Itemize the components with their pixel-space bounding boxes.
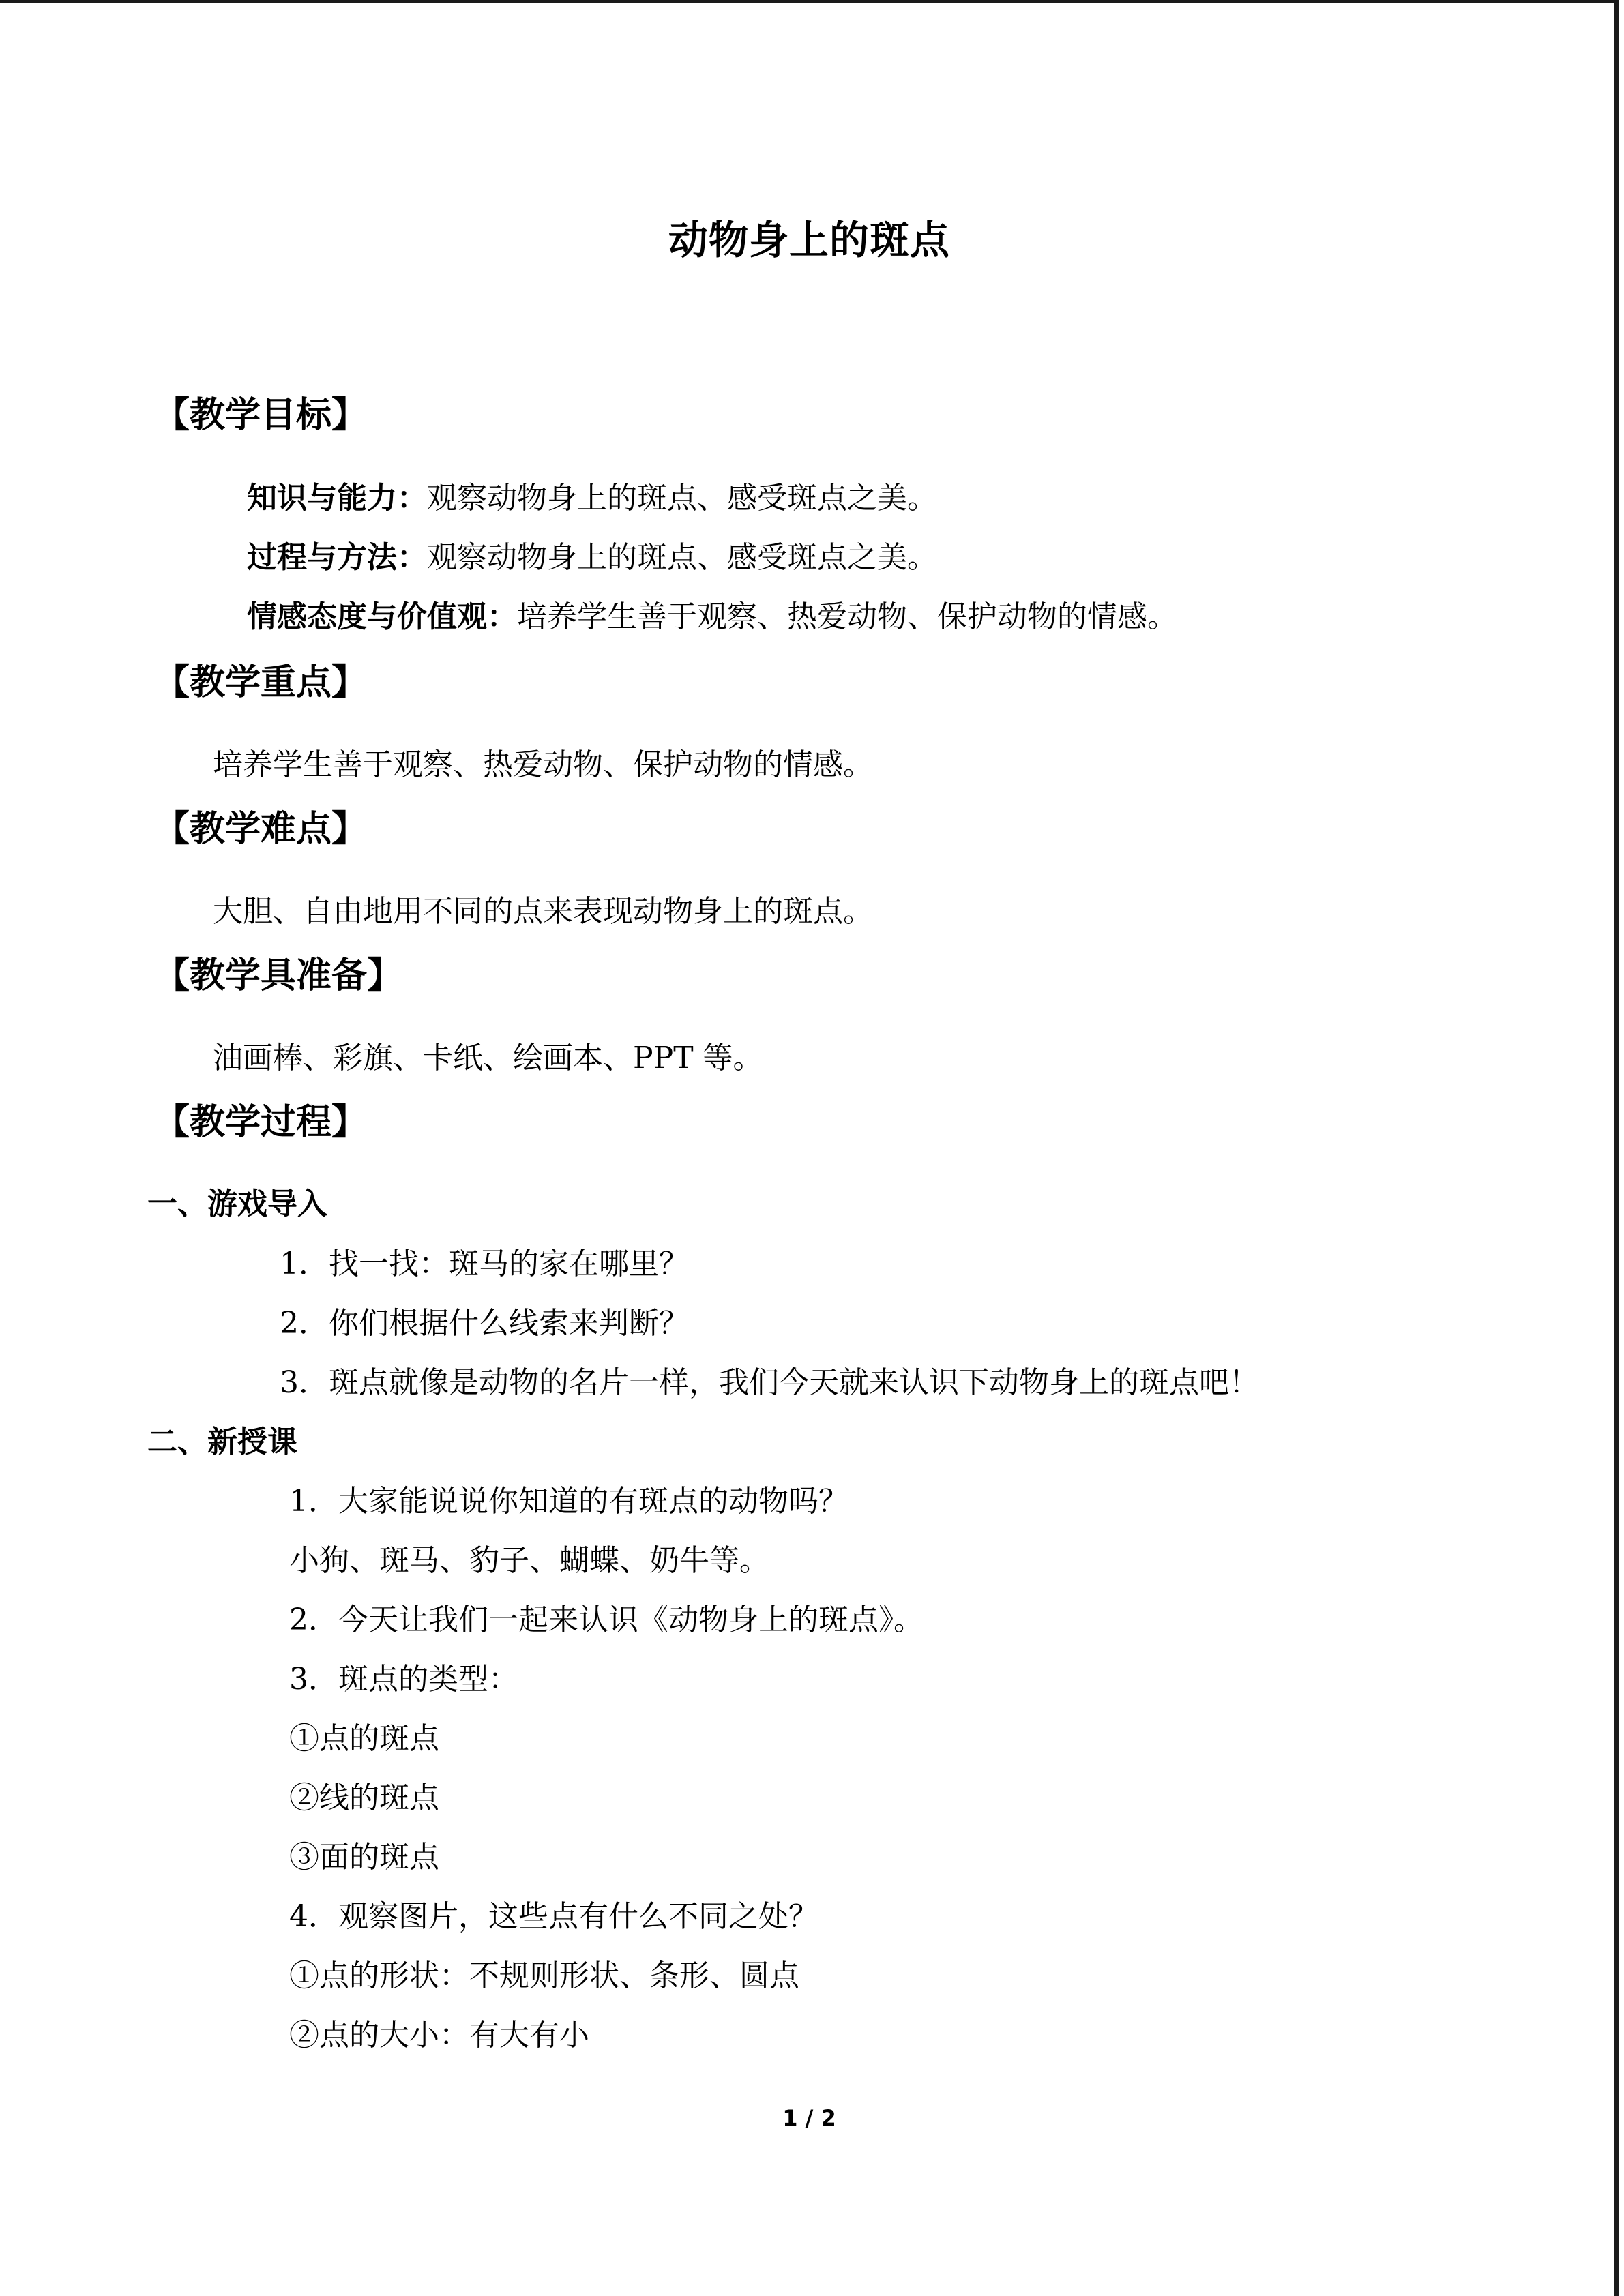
objective-item [247,597,1177,638]
list-item: ①点的形状：不规则形状、条形、圆点 [289,1958,799,1993]
list-item: 4．观察图片，这些点有什么不同之处？ [289,1899,818,1934]
objective-text: 观察动物身上的斑点、感受斑点之美。 [427,540,937,575]
document-title: 动物身上的斑点 [668,217,950,263]
objective-text: 培养学生善于观察、热爱动物、保护动物的情感。 [517,599,1177,634]
heading-key-points: 【教学重点】 [154,662,368,703]
objective-label: 情感态度与价值观： [247,599,517,634]
list-item: ③面的斑点 [289,1840,439,1875]
list-item: ②点的大小：有大有小 [289,2018,589,2053]
section-title-intro: 一、游戏导入 [147,1187,327,1221]
objective-text: 观察动物身上的斑点、感受斑点之美。 [427,481,937,516]
heading-difficulties: 【教学难点】 [154,809,368,850]
objective-item [247,537,937,578]
list-item: 2．你们根据什么线索来判断？ [280,1306,689,1341]
list-item: 1．找一找：斑马的家在哪里？ [280,1247,689,1281]
list-item: 2．今天让我们一起来认识《动物身上的斑点》。 [289,1602,924,1637]
list-item: 1．大家能说说你知道的有斑点的动物吗？ [289,1484,848,1519]
heading-materials: 【教学具准备】 [154,955,403,996]
page-number: 1 / 2 [782,2105,836,2131]
list-item: ①点的斑点 [289,1721,439,1756]
list-item: ②线的斑点 [289,1780,439,1815]
difficulties-text: 大胆、自由地用不同的点来表现动物身上的斑点。 [213,894,873,929]
materials-text: 油画棒、彩旗、卡纸、绘画本、PPT 等。 [213,1041,763,1075]
objective-label: 知识与能力： [247,481,427,516]
key-points-text: 培养学生善于观察、热爱动物、保护动物的情感。 [213,747,873,782]
section-title-new-lesson: 二、新授课 [147,1425,297,1459]
objective-item [247,478,937,519]
objective-label: 过程与方法： [247,540,427,575]
heading-objectives: 【教学目标】 [154,395,368,436]
heading-process: 【教学过程】 [154,1102,368,1143]
list-item: 3．斑点的类型： [289,1662,518,1697]
list-item: 小狗、斑马、豹子、蝴蝶、奶牛等。 [289,1543,769,1578]
list-item: 3．斑点就像是动物的名片一样，我们今天就来认识下动物身上的斑点吧！ [280,1365,1259,1400]
